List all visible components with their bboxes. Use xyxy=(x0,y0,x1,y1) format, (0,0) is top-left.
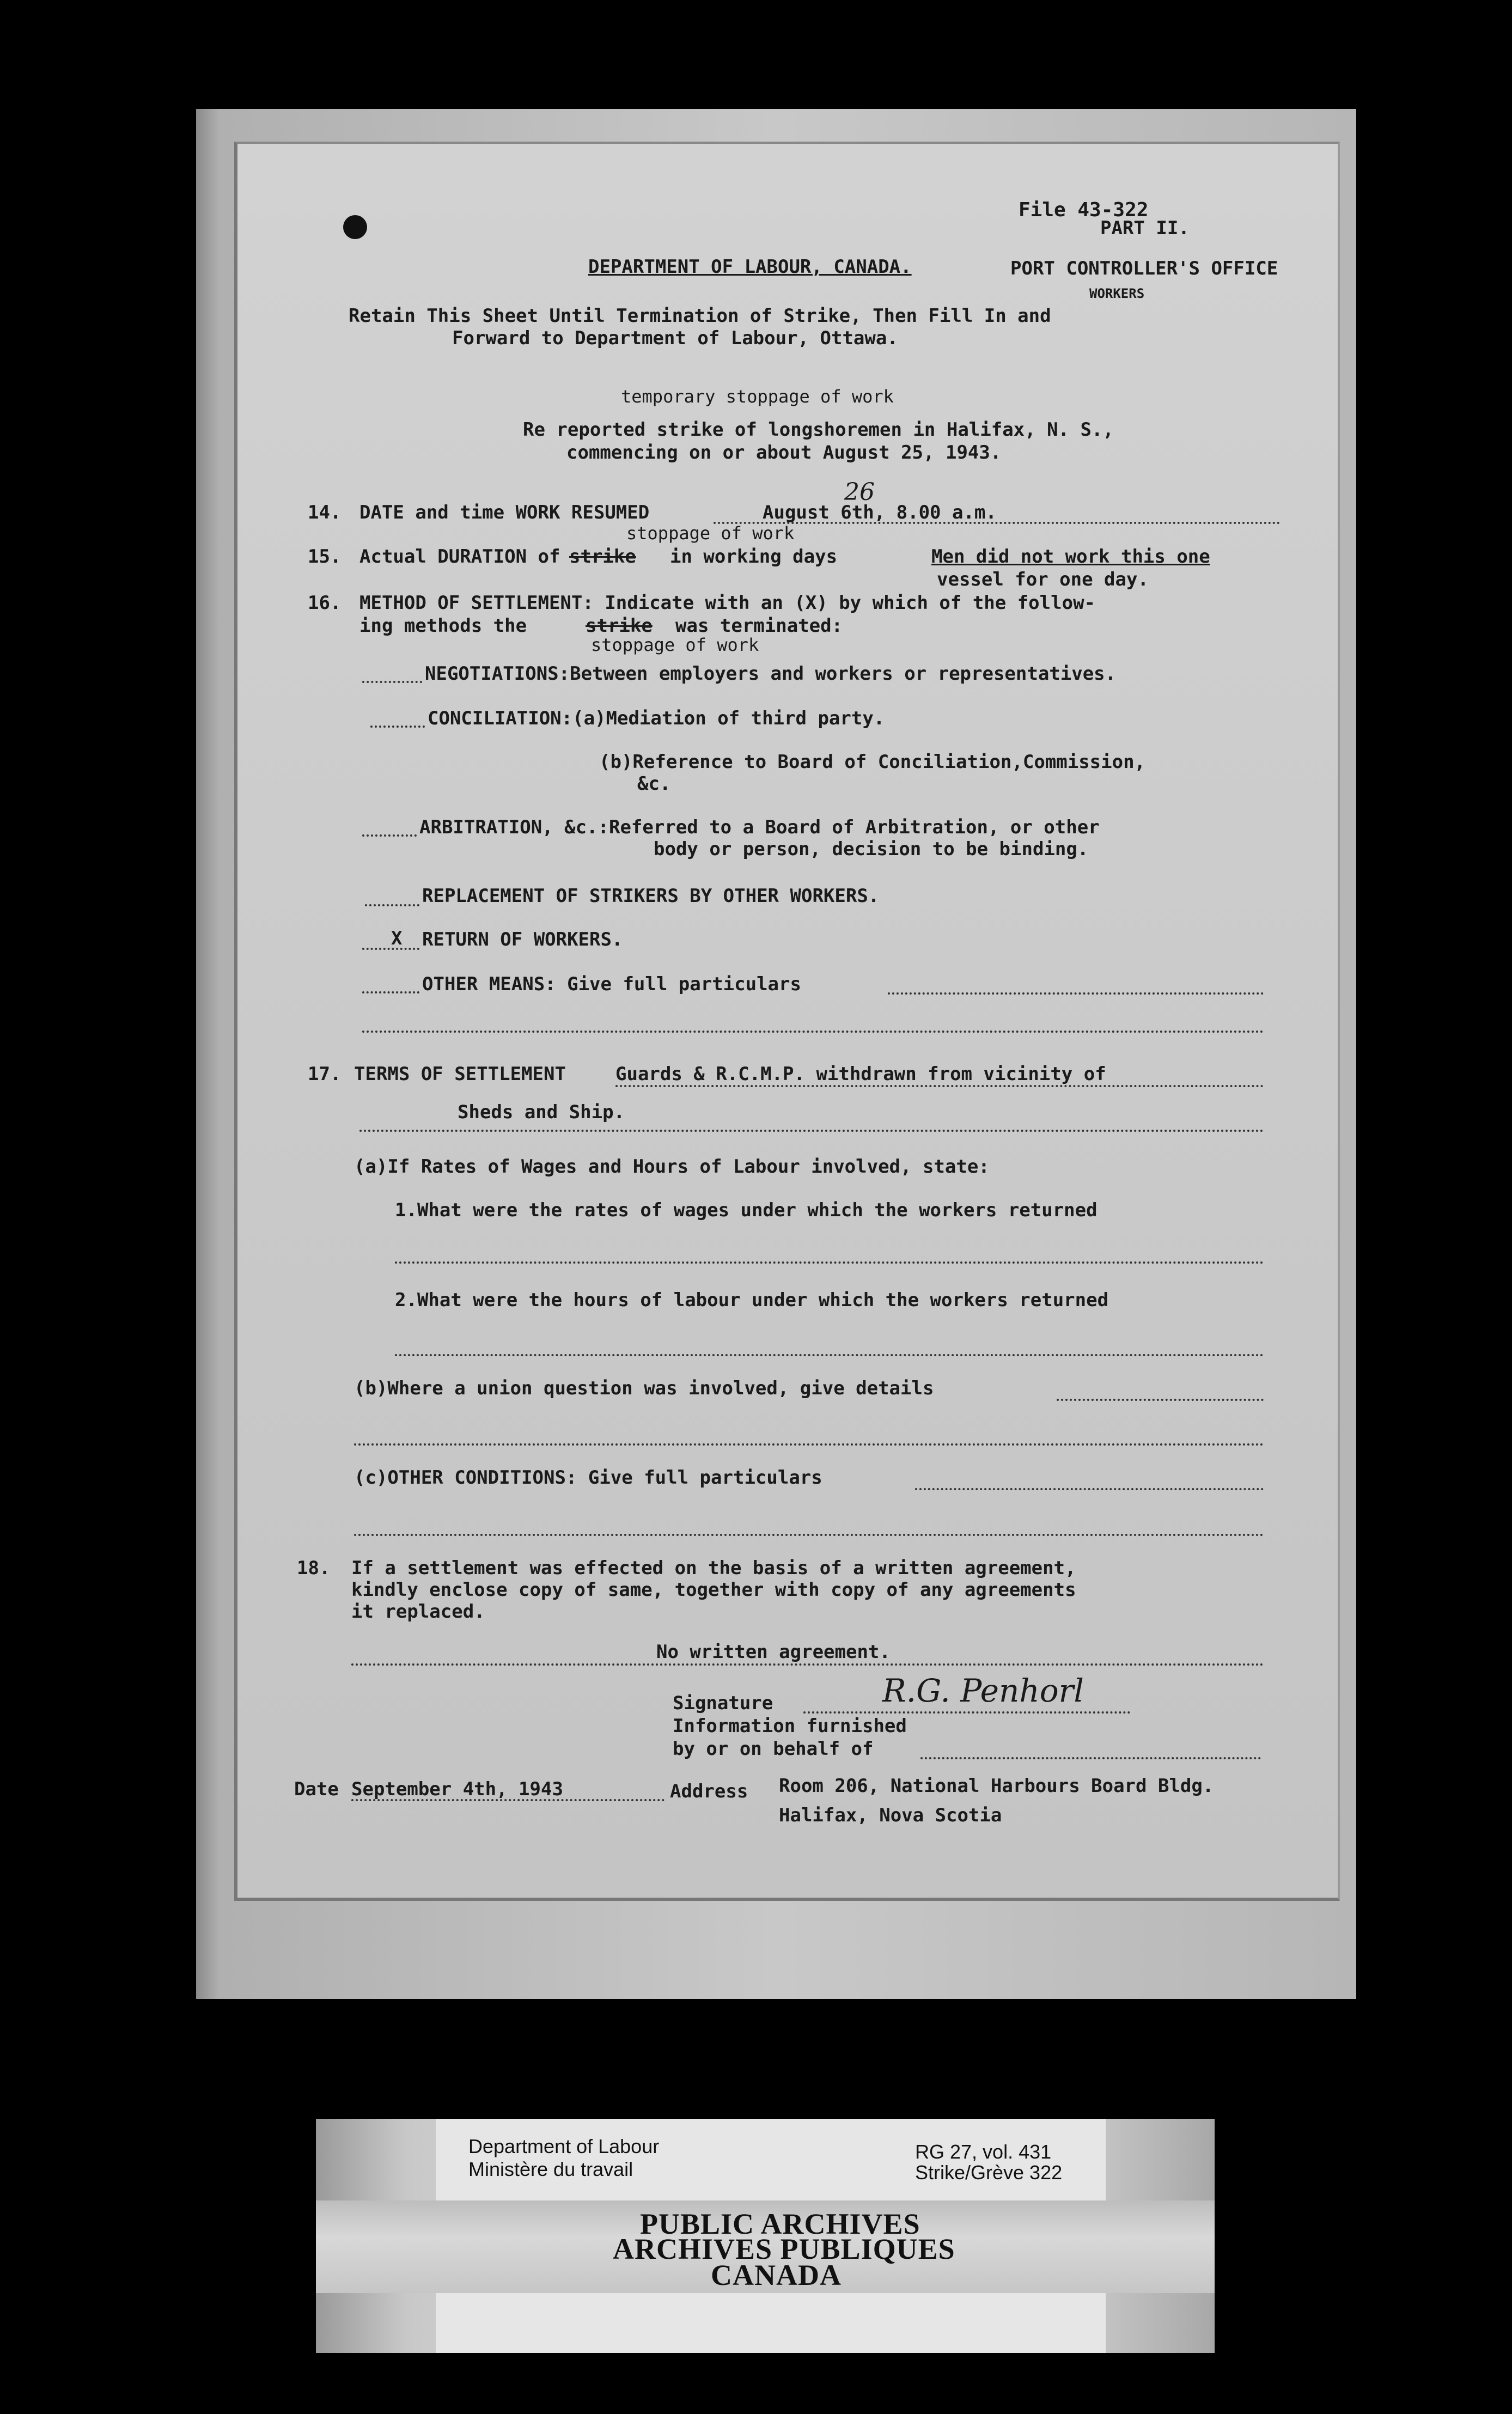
arbitration-check-line xyxy=(362,834,417,837)
q14-insert: stoppage of work xyxy=(626,523,795,544)
conciliation-b-option-2: &c. xyxy=(637,773,671,795)
q15-number: 15. xyxy=(308,546,342,568)
q17-b-line-2 xyxy=(354,1443,1264,1446)
q17-b-line-1 xyxy=(1057,1399,1264,1401)
q15-struck-word: strike xyxy=(569,546,636,568)
conciliation-b-option: (b)Reference to Board of Conciliation,Commission, xyxy=(599,751,1146,773)
q17-a1-line xyxy=(395,1261,1264,1264)
date-value: September 4th, 1943 xyxy=(351,1778,563,1800)
subject-line-2: commencing on or about August 25, 1943. xyxy=(566,442,1002,464)
date-label: Date xyxy=(294,1778,339,1800)
department-title: DEPARTMENT OF LABOUR, CANADA. xyxy=(588,256,912,278)
q18-line-2: kindly enclose copy of same, together with copy of any agreements xyxy=(351,1579,1076,1601)
q17-value-2: Sheds and Ship. xyxy=(458,1101,625,1123)
archive-strike-no: Strike/Grève 322 xyxy=(915,2161,1063,2184)
q17-c-line-1 xyxy=(915,1488,1264,1490)
address-line-2: Halifax, Nova Scotia xyxy=(779,1805,1002,1826)
q18-value: No written agreement. xyxy=(656,1641,891,1663)
subject-insert: temporary stoppage of work xyxy=(621,386,894,407)
archive-dept-en: Department of Labour xyxy=(468,2135,660,2157)
q16-label-2a: ing methods the xyxy=(359,615,527,637)
on-behalf-label: by or on behalf of xyxy=(673,1738,874,1760)
signature-label: Signature xyxy=(673,1692,773,1714)
conciliation-check-line xyxy=(370,726,425,728)
q18-line xyxy=(351,1663,1264,1666)
q16-struck-word: strike xyxy=(586,615,653,637)
q14-value: August 6th, 8.00 a.m. xyxy=(763,502,997,523)
archive-line-3: CANADA xyxy=(711,2259,842,2291)
other-means-line-1 xyxy=(888,992,1264,995)
part-number: PART II. xyxy=(1100,217,1190,239)
on-behalf-line xyxy=(920,1757,1261,1759)
q14-label: DATE and time WORK RESUMED xyxy=(359,502,650,523)
q17-b: (b)Where a union question was involved, give details xyxy=(354,1377,934,1399)
signature-line xyxy=(803,1711,1130,1714)
q17-a: (a)If Rates of Wages and Hours of Labour involved, state: xyxy=(354,1156,990,1178)
q17-a1: 1.What were the rates of wages under which the workers returned xyxy=(395,1199,1098,1221)
return-option: RETURN OF WORKERS. xyxy=(422,929,623,950)
return-check-mark: X xyxy=(391,928,403,949)
q17-c-line-2 xyxy=(354,1534,1264,1536)
subject-line-1: Re reported strike of longshoremen in Halifax, N. S., xyxy=(523,419,1114,441)
archive-line-2: ARCHIVES PUBLIQUES xyxy=(613,2233,955,2265)
other-check-line xyxy=(362,991,419,993)
other-means-line-2 xyxy=(362,1031,1264,1033)
negotiations-option: NEGOTIATIONS:Between employers and workers or representatives. xyxy=(425,663,1117,685)
file-number: File 43-322 xyxy=(1019,199,1149,221)
q18-line-3: it replaced. xyxy=(351,1601,485,1623)
q15-value: Men did not work this one xyxy=(931,546,1210,568)
q17-c: (c)OTHER CONDITIONS: Give full particulars xyxy=(354,1467,822,1489)
q17-value-1: Guards & R.C.M.P. withdrawn from vicinity of xyxy=(615,1063,1106,1085)
arbitration-option: ARBITRATION, &c.:Referred to a Board of Arbitration, or other xyxy=(419,816,1100,838)
signature-value: R.G. Penhorl xyxy=(882,1672,1084,1709)
address-line-1: Room 206, National Harbours Board Bldg. xyxy=(779,1775,1214,1797)
q16-label: METHOD OF SETTLEMENT: Indicate with an (X) by which of the follow- xyxy=(359,592,1096,614)
port-office-note: WORKERS xyxy=(1089,286,1145,301)
other-means-option: OTHER MEANS: Give full particulars xyxy=(422,973,801,995)
replacement-check-line xyxy=(365,904,419,906)
retain-instruction-2: Forward to Department of Labour, Ottawa. xyxy=(452,327,898,349)
negotiations-check-line xyxy=(362,681,422,683)
q18-line-1: If a settlement was effected on the basis of a written agreement, xyxy=(351,1557,1076,1579)
q17-line-2 xyxy=(359,1130,1264,1132)
q15-value-2: vessel for one day. xyxy=(937,569,1149,590)
conciliation-option: CONCILIATION:(a)Mediation of third party. xyxy=(428,708,885,729)
q16-insert: stoppage of work xyxy=(591,635,759,655)
q17-a2-line xyxy=(395,1354,1264,1356)
q16-label-2b: was terminated: xyxy=(675,615,843,637)
replacement-option: REPLACEMENT OF STRIKERS BY OTHER WORKERS. xyxy=(422,885,880,907)
archive-ref: RG 27, vol. 431 xyxy=(915,2141,1052,2163)
address-label: Address xyxy=(670,1781,748,1802)
port-office: PORT CONTROLLER'S OFFICE xyxy=(1010,258,1278,279)
q17-number: 17. xyxy=(308,1063,342,1085)
arbitration-option-2: body or person, decision to be binding. xyxy=(654,838,1089,860)
punch-hole xyxy=(343,215,367,239)
q17-a2: 2.What were the hours of labour under which the workers returned xyxy=(395,1289,1109,1311)
info-furnished-label: Information furnished xyxy=(673,1715,907,1737)
q16-number: 16. xyxy=(308,592,342,614)
archive-line-1: PUBLIC ARCHIVES xyxy=(640,2208,920,2240)
q14-number: 14. xyxy=(308,502,342,523)
q18-number: 18. xyxy=(297,1557,331,1579)
retain-instruction-1: Retain This Sheet Until Termination of Strike, Then Fill In and xyxy=(349,305,1051,327)
archive-dept-fr: Ministère du travail xyxy=(468,2158,633,2180)
q15-label-a: Actual DURATION of xyxy=(359,546,560,568)
q15-label-b: in working days xyxy=(670,546,838,568)
q14-hand-correction: 26 xyxy=(844,478,875,506)
date-line xyxy=(351,1799,664,1801)
q17-label: TERMS OF SETTLEMENT xyxy=(354,1063,566,1085)
q17-line-1 xyxy=(615,1085,1264,1087)
